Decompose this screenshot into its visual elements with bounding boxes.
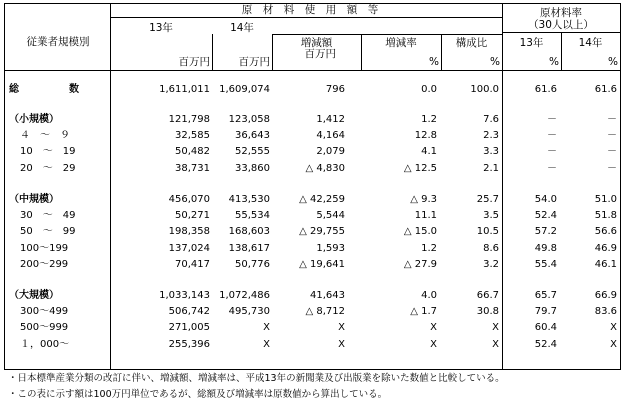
column-header: 増減額 [300, 37, 333, 49]
row-label: 50 ～ 99 [20, 226, 76, 237]
table-cell: △ 12.5 [403, 163, 437, 174]
table-cell: 38,731 [175, 163, 210, 174]
table-cell: 121,798 [168, 114, 210, 125]
table-cell: 36,643 [235, 130, 270, 141]
table-cell: 456,070 [168, 194, 210, 205]
column-unit: 百万円 [178, 56, 210, 68]
table-cell: 2.1 [483, 163, 499, 174]
table-cell: 51.8 [594, 210, 617, 221]
table-cell: X [338, 322, 345, 333]
row-label: 10 ～ 19 [20, 146, 76, 157]
table-cell: 55.4 [534, 259, 557, 270]
col-divider [272, 34, 273, 70]
table-cell: 50,271 [175, 210, 210, 221]
table-cell: 271,005 [168, 322, 210, 333]
table-cell: 50,776 [235, 259, 270, 270]
table-cell: 60.4 [534, 322, 557, 333]
table-cell: △ 8,712 [305, 306, 345, 317]
table-cell: 137,024 [168, 243, 210, 254]
table-cell: 33,860 [235, 163, 270, 174]
table-cell: 255,396 [168, 339, 210, 350]
table-cell: 1,593 [316, 243, 345, 254]
table-cell: 56.6 [594, 226, 617, 237]
table-cell: 1,609,074 [219, 84, 270, 95]
table-cell: 54.0 [534, 194, 557, 205]
column-header: 構成比 [455, 37, 488, 49]
row-label: 300～499 [20, 306, 69, 317]
table-cell: 11.1 [414, 210, 437, 221]
table-cell: 12.8 [414, 130, 437, 141]
table-cell: X [263, 322, 270, 333]
table-cell: 100.0 [470, 84, 499, 95]
col-divider [441, 34, 442, 70]
table-cell: 2,079 [316, 146, 345, 157]
table-cell: 4.1 [421, 146, 437, 157]
col-divider [212, 34, 213, 70]
column-header: 13年 [149, 22, 173, 34]
table-cell: 57.2 [534, 226, 557, 237]
table-cell: 70,417 [175, 259, 210, 270]
table-cell: － [547, 146, 557, 157]
column-unit: % [549, 56, 559, 68]
row-label: １，000～ [20, 339, 70, 350]
column-header: 14年 [230, 22, 254, 34]
table-cell: 83.6 [594, 306, 617, 317]
stub-divider [110, 3, 111, 370]
table-cell: 0.0 [421, 84, 437, 95]
table-cell: X [610, 322, 617, 333]
rate-subtitle: （30人以上） [528, 19, 594, 31]
table-cell: 50,482 [175, 146, 210, 157]
table-cell: △ 4,830 [305, 163, 345, 174]
table-cell: 61.6 [534, 84, 557, 95]
table-cell: － [547, 114, 557, 125]
table-cell: △ 19,641 [299, 259, 345, 270]
table-cell: 55,534 [235, 210, 270, 221]
table-cell: 1,611,011 [159, 84, 210, 95]
table-cell: 66.7 [476, 290, 499, 301]
column-unit: % [608, 56, 618, 68]
row-label: 100～199 [20, 243, 69, 254]
table-cell: 1,033,143 [159, 290, 210, 301]
table-cell: 25.7 [476, 194, 499, 205]
table-cell: △ 15.0 [403, 226, 437, 237]
table-cell: 52,555 [235, 146, 270, 157]
table-cell: 10.5 [476, 226, 499, 237]
table-cell: 1,072,486 [219, 290, 270, 301]
column-unit: % [429, 56, 439, 68]
table-bottom-border [4, 369, 621, 370]
column-unit: 百万円 [304, 48, 336, 60]
table-cell: － [607, 114, 617, 125]
row-label: 500～999 [20, 322, 69, 333]
table-cell: 7.6 [483, 114, 499, 125]
table-cell: 49.8 [534, 243, 557, 254]
table-cell: 41,643 [310, 290, 345, 301]
footnote: ・日本標準産業分類の改訂に伴い、増減額、増減率は、平成13年の新聞業及び出版業を除いた数値と比較している。 [8, 373, 505, 384]
table-cell: － [547, 163, 557, 174]
table-cell: 4.0 [421, 290, 437, 301]
table-cell: 3.5 [483, 210, 499, 221]
table-cell: － [547, 130, 557, 141]
table-cell: △ 27.9 [403, 259, 437, 270]
table-cell: 46.1 [594, 259, 617, 270]
column-header: 増減率 [385, 37, 417, 49]
table-cell: 3.3 [483, 146, 499, 157]
row-label: 200～299 [20, 259, 69, 270]
rate-title: 原材料率 [540, 7, 582, 19]
table-cell: 51.0 [594, 194, 617, 205]
col-divider [361, 34, 362, 70]
table-cell: X [492, 322, 499, 333]
table-cell: 495,730 [228, 306, 270, 317]
table-cell: X [338, 339, 345, 350]
table-cell: 138,617 [228, 243, 270, 254]
table-cell: － [607, 130, 617, 141]
table-cell: 123,058 [228, 114, 270, 125]
rate-col-divider [561, 32, 562, 70]
group-title-underline [110, 17, 502, 18]
table-left-border [4, 3, 5, 370]
row-group-label: 総 数 [9, 84, 79, 95]
table-cell: X [430, 339, 437, 350]
column-unit: 百万円 [238, 56, 270, 68]
table-cell: △ 9.3 [410, 194, 437, 205]
table-cell: X [610, 339, 617, 350]
table-cell: 65.7 [534, 290, 557, 301]
table-cell: 506,742 [168, 306, 210, 317]
table-cell: 61.6 [594, 84, 617, 95]
stub-header: 従業者規模別 [26, 36, 90, 48]
row-label: 30 ～ 49 [20, 210, 76, 221]
row-label: ４ ～ ９ [20, 130, 70, 141]
row-label: 20 ～ 29 [20, 163, 76, 174]
column-header: 13年 [519, 37, 544, 49]
table-cell: 5,544 [316, 210, 345, 221]
table-cell: － [607, 146, 617, 157]
table-cell: 1.2 [421, 243, 437, 254]
table-right-border [620, 3, 621, 370]
row-group-label: （中規模） [9, 194, 59, 205]
table-cell: － [607, 163, 617, 174]
table-cell: 79.7 [534, 306, 557, 317]
table-cell: 1.2 [421, 114, 437, 125]
table-cell: X [263, 339, 270, 350]
table-cell: 413,530 [228, 194, 270, 205]
column-unit: % [490, 56, 500, 68]
table-cell: 796 [325, 84, 345, 95]
table-cell: 52.4 [534, 210, 557, 221]
table-cell: 30.8 [476, 306, 499, 317]
table-cell: 198,358 [168, 226, 210, 237]
row-group-label: （大規模） [9, 290, 59, 301]
table-cell: 66.9 [594, 290, 617, 301]
table-cell: 4,164 [316, 130, 345, 141]
sub-header-line [272, 34, 502, 35]
table-cell: 2.3 [483, 130, 499, 141]
header-bottom-line [4, 70, 621, 71]
column-header: 14年 [578, 37, 603, 49]
table-cell: 1,412 [316, 114, 345, 125]
table-cell: △ 1.7 [410, 306, 437, 317]
table-cell: 52.4 [534, 339, 557, 350]
table-cell: 8.6 [483, 243, 499, 254]
table-cell: 32,585 [175, 130, 210, 141]
table-cell: X [430, 322, 437, 333]
group-title: 原 材 料 使 用 額 等 [241, 4, 379, 16]
footnote: ・この表に示す額は100万円単位であるが、総額及び増減率は原数値から算出している。 [8, 389, 388, 400]
table-cell: △ 29,755 [299, 226, 345, 237]
table-cell: △ 42,259 [299, 194, 345, 205]
table-cell: X [492, 339, 499, 350]
table-cell: 168,603 [228, 226, 270, 237]
row-group-label: （小規模） [9, 114, 59, 125]
table-cell: 3.2 [483, 259, 499, 270]
table-cell: 46.9 [594, 243, 617, 254]
